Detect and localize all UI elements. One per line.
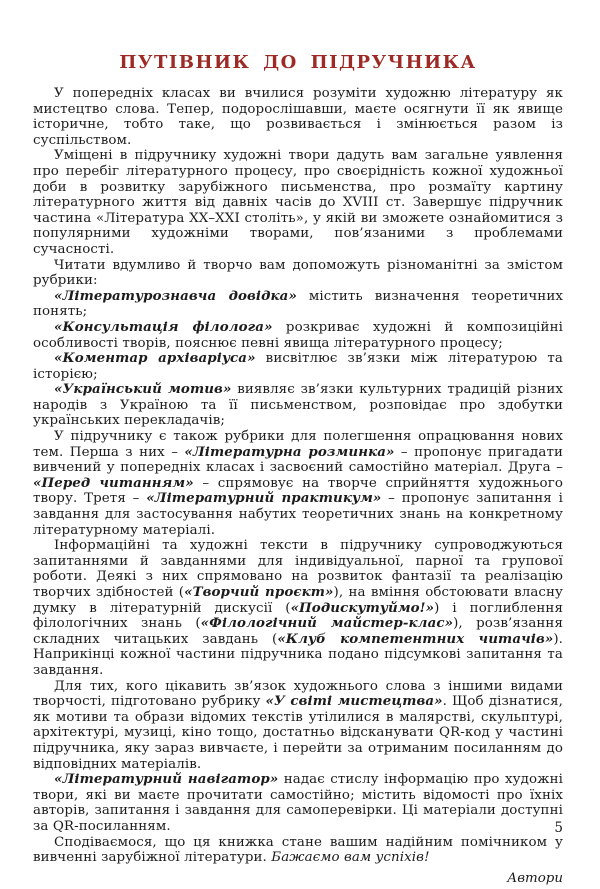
paragraph — [33, 429, 563, 538]
body-text — [33, 86, 563, 866]
paragraph — [33, 351, 563, 382]
text-run: ). Наприкінці кожної частини підручника подано підсумкові запитання та завдання. — [33, 631, 564, 678]
rubric-name: «Консультація філолога» — [54, 318, 273, 335]
paragraph — [33, 320, 563, 351]
italic-text-run: Бажаємо вам успіхів! — [271, 850, 430, 866]
paragraph — [33, 835, 563, 866]
text-run: . Щоб дізнатися, як мотиви та образи відомих текстів утілилися в малярстві, скульптурі, архітектурі, музиці, кіно тощо, достатньо відсканувати QR-код у частині підручника, яку зараз вивчаєте, і перейти за отриманим посиланням до відповідних матеріалів. — [33, 694, 564, 772]
rubric-name: «Клуб компетентних читачів» — [277, 630, 554, 647]
rubric-name: «Літературний практикум» — [146, 490, 382, 507]
paragraph — [33, 86, 563, 148]
text-run: містить визначення теоретичних понять; — [33, 288, 564, 320]
rubric-name: «Літературна розминка» — [184, 443, 395, 460]
paragraph — [33, 289, 563, 320]
text-run: – пропонує запитання і завдання для застосування набутих теоретичних знань на конкретному літературному матеріалі. — [33, 491, 564, 538]
rubric-name: «Філологічний майстер-клас» — [200, 615, 454, 632]
rubric-name: «Творчий проєкт» — [184, 584, 334, 600]
text-run: Уміщені в підручнику художні твори дадуть вам загальне уявлення про перебіг літературного процесу, про своєрідність кожної художньої доби в розвитку зарубіжного письменства, про розмаїту картину літературного життя від давніх часів до XVIII ст. Завершує підручник частина «Література XX–XXI століть», у якій ви зможете ознайомитися з популярними художніми творами, пов’язаними з проблемами сучасності. — [33, 148, 563, 257]
text-run: У попередніх класах ви вчилися розуміти художню літературу як мистецтво слова. Тепер, подорослішавши, маєте осягнути її як явище історичне, тобто таке, що розвивається і змінюється разом із суспільством. — [33, 86, 563, 148]
text-run: – спрямовує на творче сприйняття художнього твору. Третя – — [33, 475, 563, 507]
text-run: виявляє зв’язки культурних традицій різних народів з Україною та її письменством, розповідає про здобутки українських перекладачів; — [33, 382, 564, 429]
rubric-name: «Коментар архіваріуса» — [54, 350, 256, 367]
rubric-name: «Перед читанням» — [33, 474, 194, 491]
paragraph — [33, 679, 563, 773]
paragraph — [33, 772, 563, 834]
text-run: висвітлює зв’язки між літературою та історією; — [33, 351, 563, 382]
rubric-name: «Подискутуймо!» — [290, 599, 435, 616]
text-run: Для тих, кого цікавить зв’язок художнього слова з іншими видами творчості, підготовано рубрику — [33, 678, 563, 710]
text-run: Читати вдумливо й творчо вам допоможуть різноманітні за змістом рубрики: — [33, 257, 563, 289]
paragraph — [33, 258, 563, 289]
paragraph — [33, 382, 563, 429]
page-title: ПУТІВНИК ДО ПІДРУЧНИКА — [119, 52, 477, 73]
rubric-name: «Український мотив» — [54, 381, 232, 398]
text-run: ) і поглиблення філологічних знань ( — [33, 600, 563, 632]
text-column — [33, 52, 563, 886]
paragraph — [33, 148, 563, 257]
author-signature: Автори — [507, 870, 563, 886]
text-run: ), розв’язання складних читацьких завдань ( — [33, 616, 563, 647]
text-run: У підручнику є також рубрики для полегшення опрацювання нових тем. Перша з них – — [33, 429, 563, 460]
rubric-name: «Літературознавча довідка» — [54, 287, 297, 304]
text-run: надає стислу інформацію про художні твори, які ви маєте прочитати самостійно; містить відомості про їхніх авторів, запитання і завдання для самоперевірки. Ці матеріали доступні за QR-посиланням. — [33, 772, 563, 834]
rubric-name: «У світі мистецтва» — [265, 693, 443, 710]
text-run: розкриває художні й композиційні особливості творів, пояснює певні явища літературного процесу; — [33, 319, 563, 351]
paragraph — [33, 538, 563, 678]
page-number: 5 — [554, 820, 563, 836]
text-run: Інформаційні та художні тексти в підручнику супроводжуються запитаннями й завданнями для індивідуальної, парної та групової роботи. Деякі з них спрямовано на розвиток фантазії та реалізацію творчих здібностей ( — [33, 538, 563, 600]
text-run: Сподіваємося, що ця книжка стане вашим надійним помічником у вивченні зарубіжної літератури. — [33, 834, 563, 866]
text-run: ), на вміння обстоювати власну думку в літературній дискусії ( — [33, 585, 564, 616]
rubric-name: «Літературний навігатор» — [54, 771, 279, 788]
text-run: – пропонує пригадати вивчений у попередніх класах і засвоєний самостійно матеріал. Друга – — [33, 444, 563, 476]
